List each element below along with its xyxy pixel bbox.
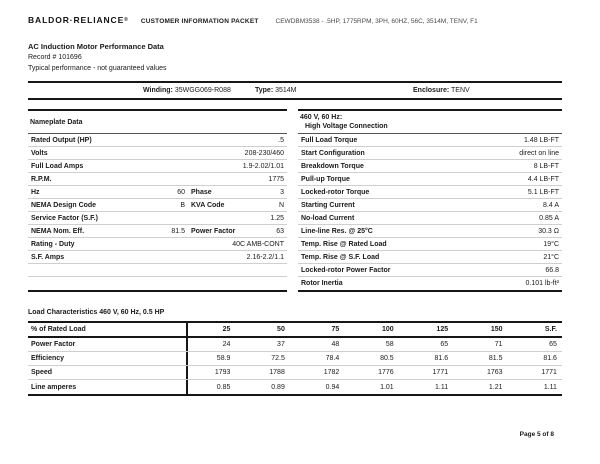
winding-value: 35WGG069-R088 bbox=[174, 87, 231, 94]
row-label: Start Configuration bbox=[301, 149, 365, 157]
row-label: Rotor Inertia bbox=[301, 280, 343, 287]
table-row bbox=[298, 264, 562, 277]
load-row-value: 1771 bbox=[541, 369, 557, 376]
load-row-value: 72.5 bbox=[271, 355, 285, 362]
row-label: Full Load Amps bbox=[31, 162, 84, 170]
load-column-header: 25 bbox=[222, 326, 231, 333]
packet-title: CUSTOMER INFORMATION PACKET bbox=[140, 18, 259, 25]
load-row-value: 1.11 bbox=[435, 383, 449, 391]
title-block bbox=[28, 42, 562, 73]
load-row-value: 81.5 bbox=[488, 355, 503, 362]
row-value: 8.4 A bbox=[543, 201, 559, 209]
high-voltage-table-header bbox=[298, 111, 562, 134]
type-item bbox=[255, 83, 297, 98]
row-right-pair bbox=[191, 202, 284, 209]
table-row bbox=[298, 199, 562, 212]
load-row-value: 1788 bbox=[269, 369, 285, 376]
row-mid-value: B bbox=[180, 201, 185, 209]
row-label: R.P.M. bbox=[31, 175, 52, 183]
hv-title-line2: High Voltage Connection bbox=[305, 123, 388, 130]
table-row bbox=[28, 264, 287, 277]
load-row-value: 1782 bbox=[323, 369, 340, 376]
row-left-pair bbox=[31, 202, 185, 209]
nameplate-title: Nameplate Data bbox=[30, 118, 83, 126]
load-row-value: 65 bbox=[440, 341, 449, 348]
page-number: Page 5 of 8 bbox=[519, 431, 554, 438]
row-right-pair bbox=[191, 228, 284, 235]
motor-spec-string: CEWDBM3538 - .5HP, 1775RPM, 3PH, 60HZ, 56C, 3514M, TENV, F1 bbox=[275, 18, 478, 25]
table-row bbox=[298, 225, 562, 238]
row-mid-label: Phase bbox=[191, 188, 212, 196]
winding-item bbox=[143, 83, 231, 98]
load-row-value: 58 bbox=[385, 341, 394, 348]
table-row bbox=[28, 186, 287, 199]
load-row-label: Efficiency bbox=[28, 352, 188, 365]
row-label: S.F. Amps bbox=[31, 253, 65, 261]
load-row-value: 1793 bbox=[214, 369, 231, 376]
row-label: Locked-rotor Torque bbox=[301, 188, 370, 196]
nameplate-table-body bbox=[28, 134, 287, 290]
table-row bbox=[28, 173, 287, 186]
row-value: 1.48 LB-FT bbox=[523, 136, 559, 144]
nameplate-table-header bbox=[28, 111, 287, 134]
row-left-pair bbox=[31, 189, 185, 196]
row-label: Volts bbox=[31, 149, 48, 157]
document-title: AC Induction Motor Performance Data bbox=[28, 42, 164, 51]
row-value: 30.3 Ω bbox=[538, 227, 559, 235]
load-column-header: 100 bbox=[382, 326, 394, 333]
high-voltage-column bbox=[298, 109, 562, 292]
load-table-row bbox=[28, 338, 562, 352]
performance-columns bbox=[28, 109, 562, 292]
load-row-value: 48 bbox=[331, 341, 340, 348]
winding-label: Winding: bbox=[143, 87, 173, 94]
load-table-row bbox=[28, 352, 562, 366]
load-row-value: 58.9 bbox=[216, 355, 231, 362]
row-value: 5.1 LB-FT bbox=[527, 188, 559, 196]
load-row-value: 78.4 bbox=[325, 355, 340, 362]
table-row bbox=[298, 147, 562, 160]
load-column-header: 125 bbox=[436, 326, 449, 333]
load-column-header: 75 bbox=[331, 326, 340, 333]
row-left-pair bbox=[31, 228, 185, 235]
hv-title-line1: 460 V, 60 Hz: bbox=[300, 114, 343, 121]
load-row-value: 1.01 bbox=[380, 383, 394, 391]
row-value: .5 bbox=[278, 136, 284, 144]
row-label: NEMA Design Code bbox=[31, 201, 97, 209]
nameplate-column bbox=[28, 109, 287, 292]
load-row-value: 1771 bbox=[432, 369, 449, 376]
table-row bbox=[28, 225, 287, 238]
load-row-value: 81.6 bbox=[543, 355, 557, 362]
table-row bbox=[298, 173, 562, 186]
nameplate-table bbox=[28, 109, 287, 292]
row-value: 8 LB-FT bbox=[533, 162, 559, 170]
row-value: 1.9-2.02/1.01 bbox=[242, 162, 284, 170]
row-value: 63 bbox=[276, 227, 284, 235]
logo-text: BALDOR·RELIANCE bbox=[28, 15, 125, 25]
row-right-pair bbox=[191, 189, 284, 196]
registered-trademark-icon: ® bbox=[124, 17, 128, 23]
table-row bbox=[28, 277, 287, 290]
row-value: 4.4 LB-FT bbox=[527, 175, 559, 183]
row-label: No-load Current bbox=[301, 214, 355, 222]
row-value: 1775 bbox=[268, 175, 284, 183]
load-row-value: 1776 bbox=[378, 369, 394, 376]
load-row-value: 65 bbox=[549, 341, 557, 348]
table-row bbox=[298, 251, 562, 264]
load-row-value: 37 bbox=[277, 341, 285, 348]
winding-summary-bar bbox=[28, 81, 562, 100]
load-row-label: Speed bbox=[28, 366, 188, 379]
performance-note: Typical performance - not guaranteed values bbox=[28, 65, 167, 72]
load-header-label: % of Rated Load bbox=[28, 323, 188, 336]
row-value: 2.16-2.2/1.1 bbox=[246, 253, 284, 261]
row-value: 19°C bbox=[543, 240, 559, 248]
load-row-value: 80.5 bbox=[380, 355, 394, 362]
row-label: Hz bbox=[31, 188, 40, 196]
load-column-header: S.F. bbox=[544, 326, 557, 333]
load-row-value: 1.21 bbox=[488, 383, 503, 391]
row-value: 0.85 A bbox=[539, 214, 559, 222]
record-number: Record # 101696 bbox=[28, 54, 82, 61]
load-table-header-row bbox=[28, 323, 562, 338]
table-row bbox=[298, 160, 562, 173]
row-label: NEMA Nom. Eff. bbox=[31, 227, 85, 235]
load-row-value: 0.85 bbox=[216, 383, 231, 391]
load-characteristics-title: Load Characteristics 460 V, 60 Hz, 0.5 HP bbox=[28, 309, 165, 316]
load-row-value: 24 bbox=[222, 341, 231, 348]
row-label: Breakdown Torque bbox=[301, 162, 364, 170]
load-row-value: 71 bbox=[494, 341, 503, 348]
row-mid-value: 81.5 bbox=[171, 227, 185, 235]
row-value: 66.8 bbox=[545, 266, 559, 274]
load-row-value: 0.89 bbox=[271, 383, 285, 391]
document-header bbox=[28, 0, 562, 25]
row-mid-label: KVA Code bbox=[191, 201, 225, 209]
enclosure-item bbox=[413, 83, 470, 98]
row-value: 21°C bbox=[543, 253, 559, 261]
table-row bbox=[28, 147, 287, 160]
row-label: Line-line Res. @ 25°C bbox=[301, 227, 373, 235]
row-value: 208-230/460 bbox=[244, 149, 284, 157]
table-row bbox=[298, 134, 562, 147]
row-value: N bbox=[278, 201, 284, 209]
table-row bbox=[28, 251, 287, 264]
row-label: Service Factor (S.F.) bbox=[31, 214, 98, 222]
enclosure-value: TENV bbox=[451, 87, 470, 94]
row-value: 40C AMB-CONT bbox=[232, 240, 284, 248]
load-row-value: 81.6 bbox=[434, 355, 449, 362]
row-value: 3 bbox=[280, 188, 284, 196]
table-row bbox=[28, 199, 287, 212]
load-row-label: Power Factor bbox=[28, 338, 188, 351]
load-row-value: 1763 bbox=[486, 369, 503, 376]
row-mid-value: 60 bbox=[177, 188, 185, 196]
row-value: direct on line bbox=[519, 149, 559, 157]
row-mid-label: Power Factor bbox=[191, 227, 236, 235]
row-label: Temp. Rise @ Rated Load bbox=[301, 240, 387, 248]
load-row-value: 0.94 bbox=[325, 383, 340, 391]
row-label: Rated Output (HP) bbox=[31, 136, 92, 144]
high-voltage-table-body bbox=[298, 134, 562, 290]
table-row bbox=[28, 134, 287, 147]
load-table-row bbox=[28, 366, 562, 380]
enclosure-label: Enclosure: bbox=[413, 87, 450, 94]
table-row bbox=[298, 186, 562, 199]
load-column-header: 50 bbox=[277, 326, 285, 333]
table-row bbox=[298, 277, 562, 290]
baldor-reliance-logo bbox=[28, 15, 128, 25]
load-characteristics-table bbox=[28, 321, 562, 396]
load-row-label: Line amperes bbox=[28, 380, 188, 394]
row-value: 1.25 bbox=[270, 214, 284, 222]
table-row bbox=[28, 238, 287, 251]
high-voltage-table bbox=[298, 109, 562, 292]
row-label: Full Load Torque bbox=[301, 136, 358, 144]
type-value: 3514M bbox=[275, 87, 297, 94]
row-value: 0.101 lb-ft² bbox=[525, 280, 559, 287]
load-column-header: 150 bbox=[490, 326, 503, 333]
row-label: Temp. Rise @ S.F. Load bbox=[301, 253, 380, 261]
table-row bbox=[298, 238, 562, 251]
table-row bbox=[28, 160, 287, 173]
table-row bbox=[298, 212, 562, 225]
row-label: Rating - Duty bbox=[31, 240, 75, 248]
load-characteristics-section bbox=[28, 309, 562, 396]
type-label: Type: bbox=[255, 87, 274, 94]
table-row bbox=[28, 212, 287, 225]
load-table-row bbox=[28, 380, 562, 394]
row-label: Starting Current bbox=[301, 201, 355, 209]
load-row-value: 1.11 bbox=[543, 383, 557, 391]
row-label: Locked-rotor Power Factor bbox=[301, 266, 391, 274]
row-label: Pull-up Torque bbox=[301, 175, 350, 183]
